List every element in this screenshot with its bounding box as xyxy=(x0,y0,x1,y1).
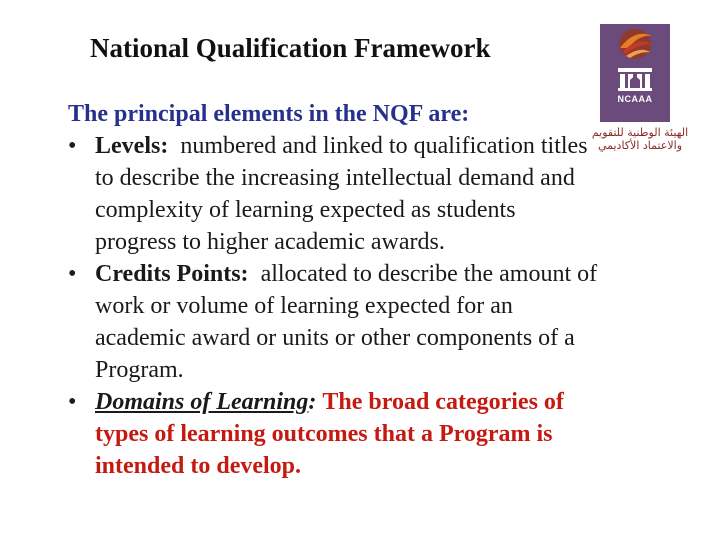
logo-arabic-line1: الهيئة الوطنية للتقويم xyxy=(591,126,689,139)
bullet-dot: • xyxy=(68,389,77,415)
bullet-line xyxy=(95,386,713,418)
bullet-desc: intended to develop. xyxy=(95,453,302,479)
bullet-line xyxy=(95,130,713,162)
bullet-line xyxy=(95,258,713,290)
bullet-domains xyxy=(68,386,713,482)
intro-heading: The principal elements in the NQF are: xyxy=(68,101,470,127)
slide-title: National Qualification Framework xyxy=(90,33,491,63)
bullet-desc: The broad categories of xyxy=(322,389,564,415)
bullet-desc: numbered and linked to qualification titles xyxy=(180,133,588,159)
bullet-dot: • xyxy=(68,261,77,287)
bullet-desc: progress to higher academic awards. xyxy=(95,229,445,255)
bullet-desc: academic award or units or other components of a xyxy=(95,325,575,351)
bullet-desc: Program. xyxy=(95,357,184,383)
bullet-term: Levels: xyxy=(95,133,169,159)
slide-content xyxy=(68,98,713,482)
bullet-levels xyxy=(68,130,713,258)
bullet-dot: • xyxy=(68,133,77,159)
bullet-desc: allocated to describe the amount of xyxy=(260,261,598,287)
bullet-credits xyxy=(68,258,713,386)
bullet-colon: : xyxy=(308,389,317,415)
bullet-desc: work or volume of learning expected for an xyxy=(95,293,513,319)
bullet-term: Domains of Learning xyxy=(95,389,309,415)
bullet-desc: complexity of learning expected as students xyxy=(95,197,516,223)
logo-abbreviation: NCAAA xyxy=(617,94,653,104)
bullet-term: Credits Points: xyxy=(95,261,249,287)
logo-arabic-line2: والاعتماد الأكاديمي xyxy=(597,139,683,152)
bullet-desc: to describe the increasing intellectual demand and xyxy=(95,165,575,191)
bullet-desc: types of learning outcomes that a Program is xyxy=(95,421,553,447)
